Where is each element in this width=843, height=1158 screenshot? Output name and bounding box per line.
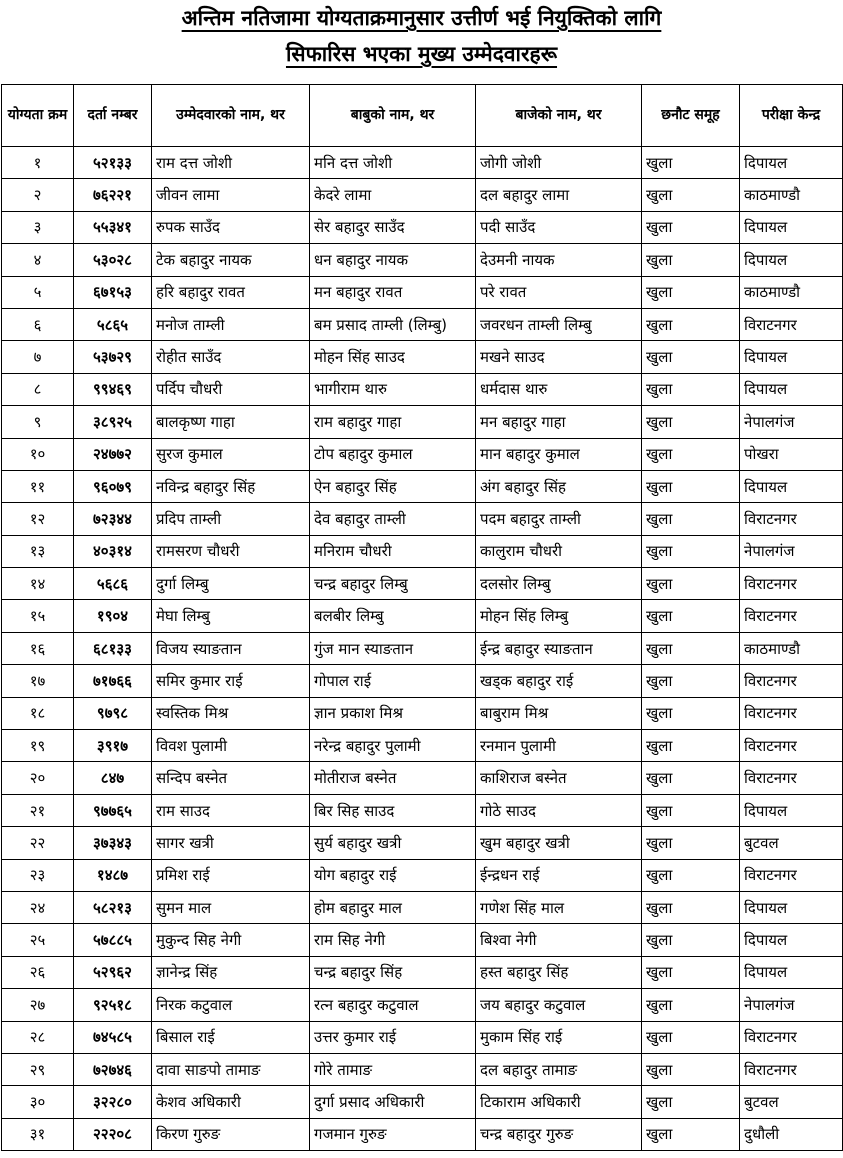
header-father-name: बाबुको नाम, थर	[310, 85, 476, 147]
grandfather-name-cell: मोहन सिंह लिम्बु	[476, 600, 642, 632]
exam-center-cell: दिपायल	[740, 244, 843, 276]
candidate-name-cell: ज्ञानेन्द्र सिंह	[152, 956, 310, 988]
exam-center-cell: विराटनगर	[740, 1021, 843, 1053]
table-row	[2, 1118, 843, 1150]
rank-cell: ११	[2, 470, 74, 502]
candidate-name-cell: निरक कटुवाल	[152, 989, 310, 1021]
grandfather-name-cell: चन्द्र बहादुर गुरुङ	[476, 1118, 642, 1150]
father-name-cell: दुर्गा प्रसाद अधिकारी	[310, 1086, 476, 1118]
father-name-cell: नरेन्द्र बहादुर पुलामी	[310, 730, 476, 762]
rank-cell: १८	[2, 697, 74, 729]
registration-number-cell: ७२३४४	[74, 503, 152, 535]
table-row	[2, 535, 843, 567]
registration-number-cell: १९०४	[74, 600, 152, 632]
rank-cell: १९	[2, 730, 74, 762]
table-row	[2, 147, 843, 179]
registration-number-cell: १४८७	[74, 859, 152, 891]
selection-group-cell: खुला	[642, 762, 740, 794]
candidate-name-cell: दावा साङपो तामाङ	[152, 1053, 310, 1085]
grandfather-name-cell: गोठे साउद	[476, 794, 642, 826]
candidate-name-cell: केशव अधिकारी	[152, 1086, 310, 1118]
selection-group-cell: खुला	[642, 1118, 740, 1150]
exam-center-cell: नेपालगंज	[740, 406, 843, 438]
father-name-cell: गजमान गुरुङ	[310, 1118, 476, 1150]
selection-group-cell: खुला	[642, 924, 740, 956]
father-name-cell: मोहन सिंह साउद	[310, 341, 476, 373]
candidate-name-cell: टेक बहादुर नायक	[152, 244, 310, 276]
grandfather-name-cell: पदी साउँद	[476, 211, 642, 243]
father-name-cell: गुंज मान स्याङतान	[310, 632, 476, 664]
father-name-cell: योग बहादुर राई	[310, 859, 476, 891]
rank-cell: १६	[2, 632, 74, 664]
table-row	[2, 794, 843, 826]
selection-group-cell: खुला	[642, 859, 740, 891]
exam-center-cell: विराटनगर	[740, 503, 843, 535]
candidate-name-cell: समिर कुमार राई	[152, 665, 310, 697]
candidate-name-cell: बिसाल राई	[152, 1021, 310, 1053]
rank-cell: १०	[2, 438, 74, 470]
table-row	[2, 373, 843, 405]
father-name-cell: चन्द्र बहादुर लिम्बु	[310, 568, 476, 600]
header-selection-group: छनौट समूह	[642, 85, 740, 147]
registration-number-cell: ६७१५३	[74, 276, 152, 308]
table-row	[2, 568, 843, 600]
registration-number-cell: ४०३१४	[74, 535, 152, 567]
registration-number-cell: ५२१३३	[74, 147, 152, 179]
registration-number-cell: ३७३४३	[74, 827, 152, 859]
registration-number-cell: ९६०७९	[74, 470, 152, 502]
selection-group-cell: खुला	[642, 794, 740, 826]
document-title-line1	[0, 4, 843, 32]
rank-cell: ५	[2, 276, 74, 308]
header-rank: योग्यता क्रम	[2, 85, 74, 147]
exam-center-cell: दिपायल	[740, 341, 843, 373]
rank-cell: २०	[2, 762, 74, 794]
exam-center-cell: विराटनगर	[740, 1053, 843, 1085]
table-row	[2, 697, 843, 729]
header-candidate-name: उम्मेदवारको नाम, थर	[152, 85, 310, 147]
selection-group-cell: खुला	[642, 438, 740, 470]
registration-number-cell: ७६२२१	[74, 179, 152, 211]
rank-cell: २३	[2, 859, 74, 891]
rank-cell: १२	[2, 503, 74, 535]
document-title-line2-text: सिफारिस भएका मुख्य उम्मेदवारहरू	[285, 42, 558, 66]
selection-group-cell: खुला	[642, 244, 740, 276]
candidate-name-cell: प्रदिप ताम्ली	[152, 503, 310, 535]
father-name-cell: बम प्रसाद ताम्ली (लिम्बु)	[310, 308, 476, 340]
father-name-cell: मनिराम चौधरी	[310, 535, 476, 567]
document-title-line1-text: अन्तिम नतिजामा योग्यताक्रमानुसार उत्तीर्ण भई नियुक्तिको लागि	[181, 6, 662, 30]
grandfather-name-cell: देउमनी नायक	[476, 244, 642, 276]
candidate-name-cell: हरि बहादुर रावत	[152, 276, 310, 308]
registration-number-cell: ५२९६२	[74, 956, 152, 988]
rank-cell: २४	[2, 891, 74, 923]
exam-center-cell: विराटनगर	[740, 697, 843, 729]
candidate-name-cell: स्वस्तिक मिश्र	[152, 697, 310, 729]
father-name-cell: भागीराम थारु	[310, 373, 476, 405]
candidate-name-cell: विवश पुलामी	[152, 730, 310, 762]
selection-group-cell: खुला	[642, 665, 740, 697]
candidate-name-cell: सुमन माल	[152, 891, 310, 923]
rank-cell: २६	[2, 956, 74, 988]
rank-cell: ३०	[2, 1086, 74, 1118]
candidate-name-cell: सन्दिप बस्नेत	[152, 762, 310, 794]
grandfather-name-cell: पदम बहादुर ताम्ली	[476, 503, 642, 535]
exam-center-cell: काठमाण्डौ	[740, 179, 843, 211]
selection-group-cell: खुला	[642, 211, 740, 243]
grandfather-name-cell: मन बहादुर गाहा	[476, 406, 642, 438]
father-name-cell: केदरे लामा	[310, 179, 476, 211]
candidate-name-cell: दुर्गा लिम्बु	[152, 568, 310, 600]
grandfather-name-cell: टिकाराम अधिकारी	[476, 1086, 642, 1118]
grandfather-name-cell: ईन्द्रधन राई	[476, 859, 642, 891]
header-row	[2, 85, 843, 147]
registration-number-cell: ७४५८५	[74, 1021, 152, 1053]
registration-number-cell: ३८९२५	[74, 406, 152, 438]
rank-cell: १५	[2, 600, 74, 632]
grandfather-name-cell: काशिराज बस्नेत	[476, 762, 642, 794]
rank-cell: २९	[2, 1053, 74, 1085]
grandfather-name-cell: हस्त बहादुर सिंह	[476, 956, 642, 988]
table-row	[2, 503, 843, 535]
table-row	[2, 1053, 843, 1085]
exam-center-cell: दिपायल	[740, 924, 843, 956]
candidate-name-cell: रोहीत साउँद	[152, 341, 310, 373]
grandfather-name-cell: ईन्द्र बहादुर स्याङतान	[476, 632, 642, 664]
selection-group-cell: खुला	[642, 632, 740, 664]
candidate-name-cell: रामसरण चौधरी	[152, 535, 310, 567]
registration-number-cell: ५३०२८	[74, 244, 152, 276]
rank-cell: २१	[2, 794, 74, 826]
registration-number-cell: ३२२८०	[74, 1086, 152, 1118]
grandfather-name-cell: जय बहादुर कटुवाल	[476, 989, 642, 1021]
rank-cell: ८	[2, 373, 74, 405]
candidate-name-cell: विजय स्याङतान	[152, 632, 310, 664]
table-row	[2, 438, 843, 470]
father-name-cell: रत्न बहादुर कटुवाल	[310, 989, 476, 1021]
exam-center-cell: विराटनगर	[740, 568, 843, 600]
registration-number-cell: ५५३४१	[74, 211, 152, 243]
rank-cell: २५	[2, 924, 74, 956]
grandfather-name-cell: दलसोर लिम्बु	[476, 568, 642, 600]
registration-number-cell: ७२७४६	[74, 1053, 152, 1085]
grandfather-name-cell: खड्क बहादुर राई	[476, 665, 642, 697]
exam-center-cell: बुटवल	[740, 1086, 843, 1118]
exam-center-cell: दिपायल	[740, 147, 843, 179]
selection-group-cell: खुला	[642, 308, 740, 340]
selection-group-cell: खुला	[642, 1086, 740, 1118]
selection-group-cell: खुला	[642, 276, 740, 308]
results-table-body	[2, 147, 843, 1151]
candidate-name-cell: बालकृष्ण गाहा	[152, 406, 310, 438]
grandfather-name-cell: मुकाम सिंह राई	[476, 1021, 642, 1053]
exam-center-cell: दुधौली	[740, 1118, 843, 1150]
table-row	[2, 989, 843, 1021]
rank-cell: ४	[2, 244, 74, 276]
exam-center-cell: दिपायल	[740, 211, 843, 243]
table-row	[2, 891, 843, 923]
exam-center-cell: विराटनगर	[740, 665, 843, 697]
table-row	[2, 211, 843, 243]
table-row	[2, 406, 843, 438]
table-row	[2, 827, 843, 859]
header-exam-center: परीक्षा केन्द्र	[740, 85, 843, 147]
candidate-name-cell: प्रमिश राई	[152, 859, 310, 891]
father-name-cell: सुर्य बहादुर खत्री	[310, 827, 476, 859]
selection-group-cell: खुला	[642, 1053, 740, 1085]
table-row	[2, 470, 843, 502]
rank-cell: २८	[2, 1021, 74, 1053]
selection-group-cell: खुला	[642, 956, 740, 988]
grandfather-name-cell: मखने साउद	[476, 341, 642, 373]
exam-center-cell: काठमाण्डौ	[740, 276, 843, 308]
father-name-cell: गोपाल राई	[310, 665, 476, 697]
registration-number-cell: ९७७६५	[74, 794, 152, 826]
table-row	[2, 730, 843, 762]
table-row	[2, 1021, 843, 1053]
results-table-header	[2, 85, 843, 147]
grandfather-name-cell: जोगी जोशी	[476, 147, 642, 179]
grandfather-name-cell: धर्मदास थारु	[476, 373, 642, 405]
registration-number-cell: ९७९८	[74, 697, 152, 729]
rank-cell: ३	[2, 211, 74, 243]
rank-cell: ३१	[2, 1118, 74, 1150]
table-row	[2, 244, 843, 276]
exam-center-cell: नेपालगंज	[740, 535, 843, 567]
exam-center-cell: काठमाण्डौ	[740, 632, 843, 664]
grandfather-name-cell: दल बहादुर तामाङ	[476, 1053, 642, 1085]
registration-number-cell: २२२०८	[74, 1118, 152, 1150]
rank-cell: ६	[2, 308, 74, 340]
table-row	[2, 179, 843, 211]
registration-number-cell: ५७८८५	[74, 924, 152, 956]
selection-group-cell: खुला	[642, 535, 740, 567]
rank-cell: ७	[2, 341, 74, 373]
results-table	[1, 84, 843, 1151]
rank-cell: १३	[2, 535, 74, 567]
father-name-cell: उत्तर कुमार राई	[310, 1021, 476, 1053]
registration-number-cell: ५८६५	[74, 308, 152, 340]
selection-group-cell: खुला	[642, 1021, 740, 1053]
grandfather-name-cell: अंग बहादुर सिंह	[476, 470, 642, 502]
grandfather-name-cell: बिश्वा नेगी	[476, 924, 642, 956]
rank-cell: १	[2, 147, 74, 179]
table-row	[2, 600, 843, 632]
candidate-name-cell: जीवन लामा	[152, 179, 310, 211]
table-row	[2, 665, 843, 697]
father-name-cell: ऐन बहादुर सिंह	[310, 470, 476, 502]
father-name-cell: सेर बहादुर साउँद	[310, 211, 476, 243]
exam-center-cell: विराटनगर	[740, 859, 843, 891]
father-name-cell: राम बहादुर गाहा	[310, 406, 476, 438]
candidate-name-cell: किरण गुरुङ	[152, 1118, 310, 1150]
registration-number-cell: ५३७२९	[74, 341, 152, 373]
father-name-cell: मोतीराज बस्नेत	[310, 762, 476, 794]
registration-number-cell: २४७७२	[74, 438, 152, 470]
father-name-cell: गोरे तामाङ	[310, 1053, 476, 1085]
grandfather-name-cell: दल बहादुर लामा	[476, 179, 642, 211]
selection-group-cell: खुला	[642, 503, 740, 535]
selection-group-cell: खुला	[642, 406, 740, 438]
table-row	[2, 762, 843, 794]
registration-number-cell: ५६८६	[74, 568, 152, 600]
candidate-name-cell: सागर खत्री	[152, 827, 310, 859]
candidate-name-cell: रुपक साउँद	[152, 211, 310, 243]
exam-center-cell: दिपायल	[740, 794, 843, 826]
candidate-name-cell: पर्दिप चौधरी	[152, 373, 310, 405]
father-name-cell: बलबीर लिम्बु	[310, 600, 476, 632]
table-row	[2, 1086, 843, 1118]
selection-group-cell: खुला	[642, 989, 740, 1021]
registration-number-cell: ८४७	[74, 762, 152, 794]
selection-group-cell: खुला	[642, 179, 740, 211]
selection-group-cell: खुला	[642, 697, 740, 729]
candidate-name-cell: मनोज ताम्ली	[152, 308, 310, 340]
table-row	[2, 924, 843, 956]
father-name-cell: धन बहादुर नायक	[310, 244, 476, 276]
table-row	[2, 956, 843, 988]
table-row	[2, 308, 843, 340]
selection-group-cell: खुला	[642, 568, 740, 600]
selection-group-cell: खुला	[642, 730, 740, 762]
registration-number-cell: ६८१३३	[74, 632, 152, 664]
grandfather-name-cell: गणेश सिंह माल	[476, 891, 642, 923]
selection-group-cell: खुला	[642, 891, 740, 923]
rank-cell: १४	[2, 568, 74, 600]
exam-center-cell: दिपायल	[740, 956, 843, 988]
table-row	[2, 859, 843, 891]
exam-center-cell: बुटवल	[740, 827, 843, 859]
rank-cell: २	[2, 179, 74, 211]
grandfather-name-cell: परे रावत	[476, 276, 642, 308]
header-registration-number: दर्ता नम्बर	[74, 85, 152, 147]
father-name-cell: मनि दत्त जोशी	[310, 147, 476, 179]
rank-cell: ९	[2, 406, 74, 438]
rank-cell: २७	[2, 989, 74, 1021]
selection-group-cell: खुला	[642, 827, 740, 859]
candidate-name-cell: मुकुन्द सिह नेगी	[152, 924, 310, 956]
exam-center-cell: विराटनगर	[740, 762, 843, 794]
father-name-cell: राम सिह नेगी	[310, 924, 476, 956]
father-name-cell: होम बहादुर माल	[310, 891, 476, 923]
candidate-name-cell: नविन्द्र बहादुर सिंह	[152, 470, 310, 502]
registration-number-cell: ९२५१८	[74, 989, 152, 1021]
document-title-line2	[0, 40, 843, 68]
grandfather-name-cell: खुम बहादुर खत्री	[476, 827, 642, 859]
grandfather-name-cell: रनमान पुलामी	[476, 730, 642, 762]
registration-number-cell: ३९१७	[74, 730, 152, 762]
table-row	[2, 341, 843, 373]
grandfather-name-cell: मान बहादुर कुमाल	[476, 438, 642, 470]
selection-group-cell: खुला	[642, 341, 740, 373]
exam-center-cell: विराटनगर	[740, 730, 843, 762]
table-row	[2, 632, 843, 664]
exam-center-cell: दिपायल	[740, 373, 843, 405]
grandfather-name-cell: कालुराम चौधरी	[476, 535, 642, 567]
exam-center-cell: पोखरा	[740, 438, 843, 470]
selection-group-cell: खुला	[642, 147, 740, 179]
registration-number-cell: ७१७६६	[74, 665, 152, 697]
candidate-name-cell: राम दत्त जोशी	[152, 147, 310, 179]
father-name-cell: टोप बहादुर कुमाल	[310, 438, 476, 470]
candidate-name-cell: सुरज कुमाल	[152, 438, 310, 470]
exam-center-cell: विराटनगर	[740, 600, 843, 632]
registration-number-cell: ९९४६९	[74, 373, 152, 405]
exam-center-cell: विराटनगर	[740, 308, 843, 340]
father-name-cell: चन्द्र बहादुर सिंह	[310, 956, 476, 988]
candidate-name-cell: मेघा लिम्बु	[152, 600, 310, 632]
selection-group-cell: खुला	[642, 373, 740, 405]
table-row	[2, 276, 843, 308]
grandfather-name-cell: बाबुराम मिश्र	[476, 697, 642, 729]
rank-cell: १७	[2, 665, 74, 697]
selection-group-cell: खुला	[642, 600, 740, 632]
father-name-cell: ज्ञान प्रकाश मिश्र	[310, 697, 476, 729]
exam-center-cell: नेपालगंज	[740, 989, 843, 1021]
father-name-cell: बिर सिह साउद	[310, 794, 476, 826]
father-name-cell: देव बहादुर ताम्ली	[310, 503, 476, 535]
selection-group-cell: खुला	[642, 470, 740, 502]
rank-cell: २२	[2, 827, 74, 859]
candidate-name-cell: राम साउद	[152, 794, 310, 826]
exam-center-cell: दिपायल	[740, 470, 843, 502]
exam-center-cell: दिपायल	[740, 891, 843, 923]
registration-number-cell: ५८२१३	[74, 891, 152, 923]
father-name-cell: मन बहादुर रावत	[310, 276, 476, 308]
grandfather-name-cell: जवरधन ताम्ली लिम्बु	[476, 308, 642, 340]
header-grandfather-name: बाजेको नाम, थर	[476, 85, 642, 147]
